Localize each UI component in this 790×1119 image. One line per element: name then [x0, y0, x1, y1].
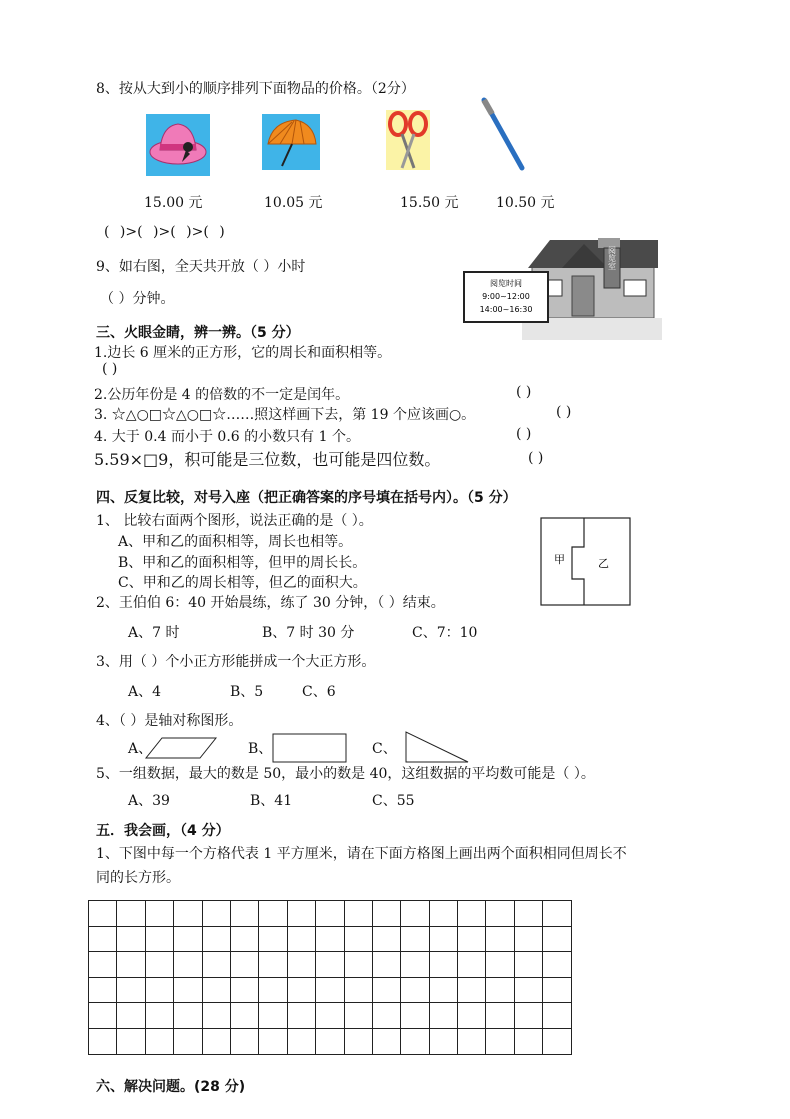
pen-icon — [478, 96, 528, 172]
grid-cell[interactable] — [230, 952, 258, 978]
s3-item-3: 3. ☆△○□☆△○□☆……照这样画下去，第 19 个应该画○。 — [94, 407, 476, 423]
hat-icon — [146, 114, 210, 176]
grid-cell[interactable] — [259, 1003, 287, 1029]
grid-cell[interactable] — [458, 1028, 486, 1054]
grid-cell[interactable] — [372, 901, 400, 927]
grid-cell[interactable] — [486, 977, 514, 1003]
grid-cell[interactable] — [514, 952, 542, 978]
scissors-icon — [386, 110, 430, 170]
grid-cell[interactable] — [372, 926, 400, 952]
grid-cell[interactable] — [458, 926, 486, 952]
s4-q5-option-b: B、41 — [250, 793, 293, 809]
s4-q1: 1、 比较右面两个图形，说法正确的是（ ）。 — [96, 513, 373, 529]
s4-q5: 5、一组数据，最大的数是 50，最小的数是 40，这组数据的平均数可能是（ ）。 — [96, 766, 595, 782]
grid-cell[interactable] — [202, 1003, 230, 1029]
grid-cell[interactable] — [543, 901, 571, 927]
grid-row — [89, 926, 572, 952]
grid-cell[interactable] — [174, 901, 202, 927]
s4-q1-option-c: C、甲和乙的周长相等，但乙的面积大。 — [118, 575, 367, 591]
grid-cell[interactable] — [429, 926, 457, 952]
grid-cell[interactable] — [259, 1028, 287, 1054]
grid-cell[interactable] — [117, 1003, 145, 1029]
grid-cell[interactable] — [429, 901, 457, 927]
grid-cell[interactable] — [174, 1028, 202, 1054]
grid-cell[interactable] — [117, 901, 145, 927]
grid-cell[interactable] — [486, 926, 514, 952]
grid-cell[interactable] — [174, 952, 202, 978]
grid-cell[interactable] — [145, 901, 173, 927]
grid-cell[interactable] — [145, 1028, 173, 1054]
grid-cell[interactable] — [458, 1003, 486, 1029]
grid-cell[interactable] — [89, 977, 117, 1003]
grid-cell[interactable] — [259, 977, 287, 1003]
section6-title: 六、解决问题。(28 分) — [96, 1079, 246, 1095]
s3-item-1: 1.边长 6 厘米的正方形，它的周长和面积相等。 — [94, 345, 392, 361]
grid-row — [89, 1003, 572, 1029]
s3-item-5: 5.59×□9，积可能是三位数，也可能是四位数。 — [94, 450, 441, 469]
grid-cell[interactable] — [316, 977, 344, 1003]
grid-cell[interactable] — [89, 926, 117, 952]
grid-cell[interactable] — [458, 952, 486, 978]
parallelogram-shape — [144, 736, 218, 760]
s3-item-3-blank: ( ) — [556, 404, 572, 420]
grid-cell[interactable] — [316, 952, 344, 978]
grid-cell[interactable] — [316, 926, 344, 952]
s4-q3-option-b: B、5 — [230, 684, 264, 700]
grid-cell[interactable] — [202, 901, 230, 927]
grid-cell[interactable] — [458, 977, 486, 1003]
grid-cell[interactable] — [145, 977, 173, 1003]
fig-label-jia: 甲 — [554, 553, 565, 566]
section3-title: 三、火眼金睛，辨一辨。（5 分） — [96, 325, 300, 341]
door-label: 阅览室 — [607, 246, 617, 270]
grid-cell[interactable] — [174, 926, 202, 952]
sign-time-2: 14:00~16:30 — [479, 305, 533, 314]
sign-title: 阅览时间 — [490, 279, 522, 288]
s3-item-4: 4. 大于 0.4 而小于 0.6 的小数只有 1 个。 — [94, 429, 360, 445]
grid-cell[interactable] — [316, 901, 344, 927]
grid-cell[interactable] — [486, 901, 514, 927]
grid-cell[interactable] — [287, 926, 315, 952]
rectangle-shape — [272, 733, 348, 763]
grid-cell[interactable] — [372, 977, 400, 1003]
grid-cell[interactable] — [543, 1003, 571, 1029]
grid-cell[interactable] — [344, 1028, 372, 1054]
grid-cell[interactable] — [429, 952, 457, 978]
s4-q2-option-a: A、7 时 — [128, 625, 180, 641]
grid-cell[interactable] — [514, 977, 542, 1003]
grid-cell[interactable] — [344, 952, 372, 978]
grid-cell[interactable] — [372, 952, 400, 978]
grid-cell[interactable] — [429, 1003, 457, 1029]
grid-cell[interactable] — [514, 1003, 542, 1029]
grid-cell[interactable] — [543, 977, 571, 1003]
grid-cell[interactable] — [543, 926, 571, 952]
q8-text: 8、按从大到小的顺序排列下面物品的价格。（2分） — [96, 81, 415, 97]
grid-cell[interactable] — [514, 1028, 542, 1054]
grid-cell[interactable] — [287, 952, 315, 978]
grid-cell[interactable] — [401, 901, 429, 927]
grid-cell[interactable] — [401, 1003, 429, 1029]
grid-cell[interactable] — [543, 1028, 571, 1054]
grid-cell[interactable] — [316, 1028, 344, 1054]
grid-cell[interactable] — [230, 901, 258, 927]
grid-cell[interactable] — [145, 952, 173, 978]
q9-line2: （ ）分钟。 — [100, 291, 175, 307]
s3-item-5-blank: ( ) — [528, 450, 544, 466]
s4-q2-option-b: B、7 时 30 分 — [262, 625, 355, 641]
price-pen: 10.50 元 — [496, 195, 555, 211]
grid-cell[interactable] — [344, 977, 372, 1003]
grid-cell[interactable] — [486, 1003, 514, 1029]
library-building-image — [462, 236, 662, 340]
grid-row — [89, 977, 572, 1003]
grid-cell[interactable] — [145, 1003, 173, 1029]
grid-cell[interactable] — [259, 901, 287, 927]
s4-q3: 3、用（ ）个小正方形能拼成一个大正方形。 — [96, 654, 376, 670]
grid-cell[interactable] — [458, 901, 486, 927]
grid-cell[interactable] — [344, 926, 372, 952]
grid-cell[interactable] — [401, 1028, 429, 1054]
grid-row — [89, 1028, 572, 1054]
s4-q4-option-c: C、 — [372, 741, 397, 757]
s4-q4: 4、（ ）是轴对称图形。 — [96, 713, 243, 729]
s4-q3-option-c: C、6 — [302, 684, 336, 700]
section4-title: 四、反复比较，对号入座（把正确答案的序号填在括号内）。（5 分） — [96, 490, 517, 506]
grid-cell[interactable] — [230, 1003, 258, 1029]
grid-cell[interactable] — [174, 1003, 202, 1029]
grid-cell[interactable] — [344, 1003, 372, 1029]
grid-cell[interactable] — [429, 977, 457, 1003]
grid-cell[interactable] — [401, 952, 429, 978]
s4-q1-option-a: A、甲和乙的面积相等，周长也相等。 — [118, 534, 353, 550]
grid-cell[interactable] — [401, 977, 429, 1003]
grid-cell[interactable] — [259, 926, 287, 952]
grid-row — [89, 952, 572, 978]
grid-row — [89, 901, 572, 927]
grid-cell[interactable] — [202, 977, 230, 1003]
section5-title: 五．我会画，（4 分） — [96, 823, 230, 839]
grid-cell[interactable] — [117, 926, 145, 952]
s4-q2: 2、王伯伯 6：40 开始晨练，练了 30 分钟，（ ）结束。 — [96, 595, 445, 611]
s4-q2-option-c: C、7：10 — [412, 625, 478, 641]
s4-q5-option-c: C、55 — [372, 793, 415, 809]
grid-cell[interactable] — [174, 977, 202, 1003]
grid-cell[interactable] — [117, 977, 145, 1003]
grid-cell[interactable] — [287, 977, 315, 1003]
grid-cell[interactable] — [514, 926, 542, 952]
s4-q3-option-a: A、4 — [128, 684, 162, 700]
grid-cell[interactable] — [344, 901, 372, 927]
grid-cell[interactable] — [89, 1003, 117, 1029]
grid-cell[interactable] — [372, 1003, 400, 1029]
grid-cell[interactable] — [287, 1028, 315, 1054]
q8-order-line: ( )>( )>( )>( ) — [104, 224, 225, 240]
umbrella-icon — [262, 114, 320, 170]
grid-cell[interactable] — [202, 952, 230, 978]
grid-cell[interactable] — [287, 1003, 315, 1029]
s5-q1-line2: 同的长方形。 — [96, 870, 180, 886]
sign-time-1: 9:00~12:00 — [482, 292, 530, 301]
price-hat: 15.00 元 — [144, 195, 203, 211]
q9-line1: 9、如右图，全天共开放（ ）小时 — [96, 259, 306, 275]
s4-q4-option-a: A、 — [128, 741, 153, 757]
grid-cell[interactable] — [259, 952, 287, 978]
grid-cell[interactable] — [89, 1028, 117, 1054]
grid-cell[interactable] — [401, 926, 429, 952]
s3-item-2: 2.公历年份是 4 的倍数的不一定是闰年。 — [94, 387, 350, 403]
price-umbrella: 10.05 元 — [264, 195, 323, 211]
price-scissors: 15.50 元 — [400, 195, 459, 211]
grid-cell[interactable] — [486, 1028, 514, 1054]
grid-cell[interactable] — [117, 1028, 145, 1054]
fig-label-yi: 乙 — [598, 557, 609, 570]
grid-cell[interactable] — [429, 1028, 457, 1054]
square-grid[interactable] — [88, 900, 572, 1055]
grid-cell[interactable] — [543, 952, 571, 978]
grid-cell[interactable] — [486, 952, 514, 978]
grid-cell[interactable] — [230, 1028, 258, 1054]
grid-cell[interactable] — [230, 977, 258, 1003]
s4-q4-option-b: B、 — [248, 741, 273, 757]
triangle-shape — [404, 730, 470, 764]
grid-cell[interactable] — [372, 1028, 400, 1054]
grid-cell[interactable] — [316, 1003, 344, 1029]
s5-q1-line1: 1、下图中每一个方格代表 1 平方厘米，请在下面方格图上画出两个面积相同但周长不 — [96, 846, 627, 862]
grid-cell[interactable] — [117, 952, 145, 978]
grid-cell[interactable] — [145, 926, 173, 952]
grid-cell[interactable] — [89, 901, 117, 927]
s3-item-4-blank: ( ) — [516, 426, 532, 442]
s4-q5-option-a: A、39 — [128, 793, 170, 809]
grid-cell[interactable] — [202, 926, 230, 952]
grid-cell[interactable] — [89, 952, 117, 978]
grid-cell[interactable] — [230, 926, 258, 952]
s4-q1-option-b: B、甲和乙的面积相等，但甲的周长长。 — [118, 555, 367, 571]
grid-cell[interactable] — [202, 1028, 230, 1054]
s3-item-2-blank: ( ) — [516, 384, 532, 400]
grid-cell[interactable] — [514, 901, 542, 927]
s3-item-1-blank: ( ) — [102, 361, 118, 377]
grid-cell[interactable] — [287, 901, 315, 927]
jia-yi-figure — [540, 517, 632, 607]
